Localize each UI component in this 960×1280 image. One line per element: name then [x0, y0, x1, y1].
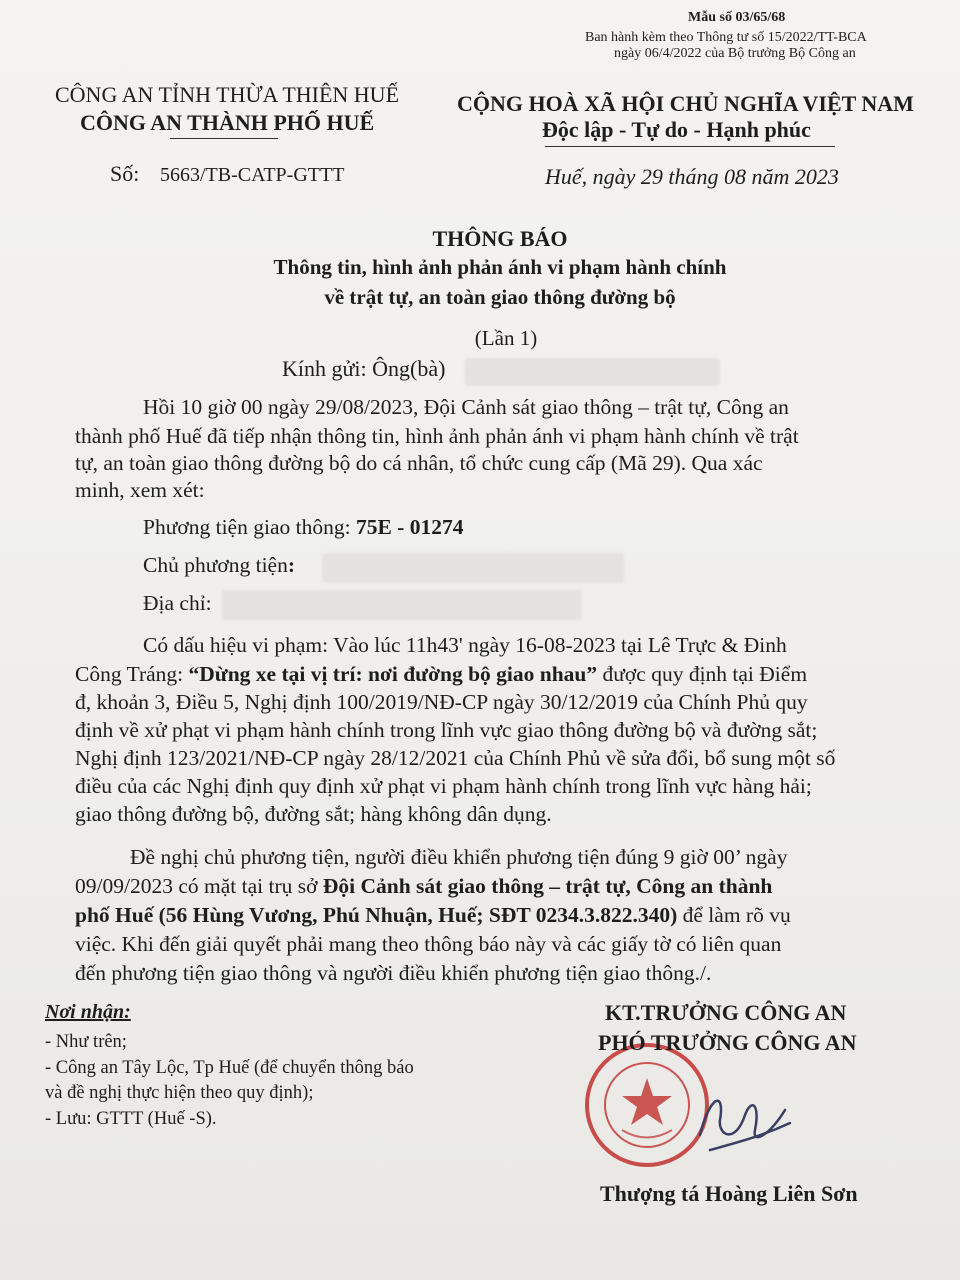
para3-line-1: Đề nghị chủ phương tiện, người điều khiển phương tiện đúng 9 giờ 00’ ngày — [130, 845, 788, 869]
doc-number-label: Số: — [110, 161, 140, 186]
para3-line-2: 09/09/2023 có mặt tại trụ sở Đội Cảnh sát giao thông – trật tự, Công an thành — [75, 874, 773, 898]
signer-name: Thượng tá Hoàng Liên Sơn — [600, 1181, 858, 1206]
recipient-label: Kính gửi: Ông(bà) — [282, 356, 446, 381]
owner-line: Chủ phương tiện: — [143, 553, 296, 577]
vehicle-label: Phương tiện giao thông: — [143, 515, 351, 539]
agency-name: CÔNG AN THÀNH PHỐ HUẾ — [80, 110, 375, 135]
doc-title: THÔNG BÁO — [432, 226, 568, 251]
receiver-item: - Lưu: GTTT (Huế -S). — [45, 1109, 217, 1129]
para3-line-3: phố Huế (56 Hùng Vương, Phú Nhuận, Huế; SĐT 0234.3.822.340) để làm rõ vụ — [75, 903, 791, 927]
national-motto: Độc lập - Tự do - Hạnh phúc — [542, 117, 811, 142]
para3-line-5: đến phương tiện giao thông và người điều khiển phương tiện giao thông./. — [75, 961, 712, 985]
receivers-title: Nơi nhận: — [45, 1001, 131, 1023]
agency-parent: CÔNG AN TỈNH THỪA THIÊN HUẾ — [55, 82, 400, 107]
receiver-item: - Như trên; — [45, 1032, 127, 1052]
redacted-owner — [322, 553, 624, 583]
para2-line-2: Công Tráng: “Dừng xe tại vị trí: nơi đường bộ giao nhau” được quy định tại Điểm — [75, 662, 808, 686]
address-label: Địa chỉ: — [143, 591, 212, 615]
owner-label: Chủ phương tiện — [143, 553, 288, 577]
doc-subtitle-1: Thông tin, hình ảnh phản ánh vi phạm hành chính — [273, 255, 727, 279]
para1-line-4: minh, xem xét: — [75, 478, 205, 502]
para2-line-4: định về xử phạt vi phạm hành chính trong lĩnh vực giao thông đường bộ và đường sắt; — [75, 718, 818, 742]
redacted-recipient — [465, 358, 720, 386]
form-code: Mẫu số 03/65/68 — [688, 10, 786, 25]
agency-underline — [170, 138, 278, 139]
vehicle-line — [143, 515, 463, 540]
doc-number: 5663/TB-CATP-GTTT — [160, 164, 345, 186]
receiver-item: - Công an Tây Lộc, Tp Huế (để chuyển thông báo — [45, 1058, 414, 1078]
redacted-address — [222, 590, 582, 620]
motto-underline — [545, 146, 835, 147]
para3-line-4: việc. Khi đến giải quyết phải mang theo thông báo này và các giấy tờ có liên quan — [75, 932, 782, 956]
doc-subtitle-2: về trật tự, an toàn giao thông đường bộ — [324, 285, 676, 309]
vehicle-plate: 75E - 01274 — [355, 515, 464, 539]
para1-line-1: Hồi 10 giờ 00 ngày 29/08/2023, Đội Cảnh sát giao thông – trật tự, Công an — [143, 395, 789, 419]
violation-name: “Dừng xe tại vị trí: nơi đường bộ giao nhau” — [188, 662, 598, 686]
signer-position-1: KT.TRƯỞNG CÔNG AN — [605, 1000, 847, 1025]
para2-line-6: điều của các Nghị định quy định xử phạt vi phạm hành chính trong lĩnh vực hàng hải; — [75, 774, 812, 798]
issued-note-line-2: ngày 06/4/2022 của Bộ trưởng Bộ Công an — [614, 46, 856, 61]
receiver-item: và đề nghị thực hiện theo quy định); — [45, 1083, 314, 1103]
para2-line-5: Nghị định 123/2021/NĐ-CP ngày 28/12/2021 của Chính Phủ về sửa đổi, bổ sung một số — [75, 746, 836, 770]
para1-line-2: thành phố Huế đã tiếp nhận thông tin, hình ảnh phản ánh vi phạm hành chính về trật — [75, 424, 799, 448]
para2-line-1: Có dấu hiệu vi phạm: Vào lúc 11h43' ngày 16-08-2023 tại Lê Trực & Đinh — [143, 633, 787, 657]
handwritten-signature — [690, 1075, 800, 1165]
address-line — [143, 591, 212, 616]
place-date: Huế, ngày 29 tháng 08 năm 2023 — [545, 164, 839, 189]
signer-position-2: PHÓ TRƯỞNG CÔNG AN — [598, 1030, 857, 1055]
issued-note-line-1: Ban hành kèm theo Thông tư số 15/2022/TT-BCA — [585, 30, 867, 45]
para2-line-3: đ, khoản 3, Điều 5, Nghị định 100/2019/NĐ-CP ngày 30/12/2019 của Chính Phủ quy — [75, 690, 808, 714]
country-name: CỘNG HOÀ XÃ HỘI CHỦ NGHĨA VIỆT NAM — [457, 91, 914, 116]
notice-count: (Lần 1) — [474, 326, 538, 350]
para1-line-3: tự, an toàn giao thông đường bộ do cá nhân, tổ chức cung cấp (Mã 29). Qua xác — [75, 451, 763, 475]
para2-line-7: giao thông đường bộ, đường sắt; hàng không dân dụng. — [75, 802, 552, 826]
